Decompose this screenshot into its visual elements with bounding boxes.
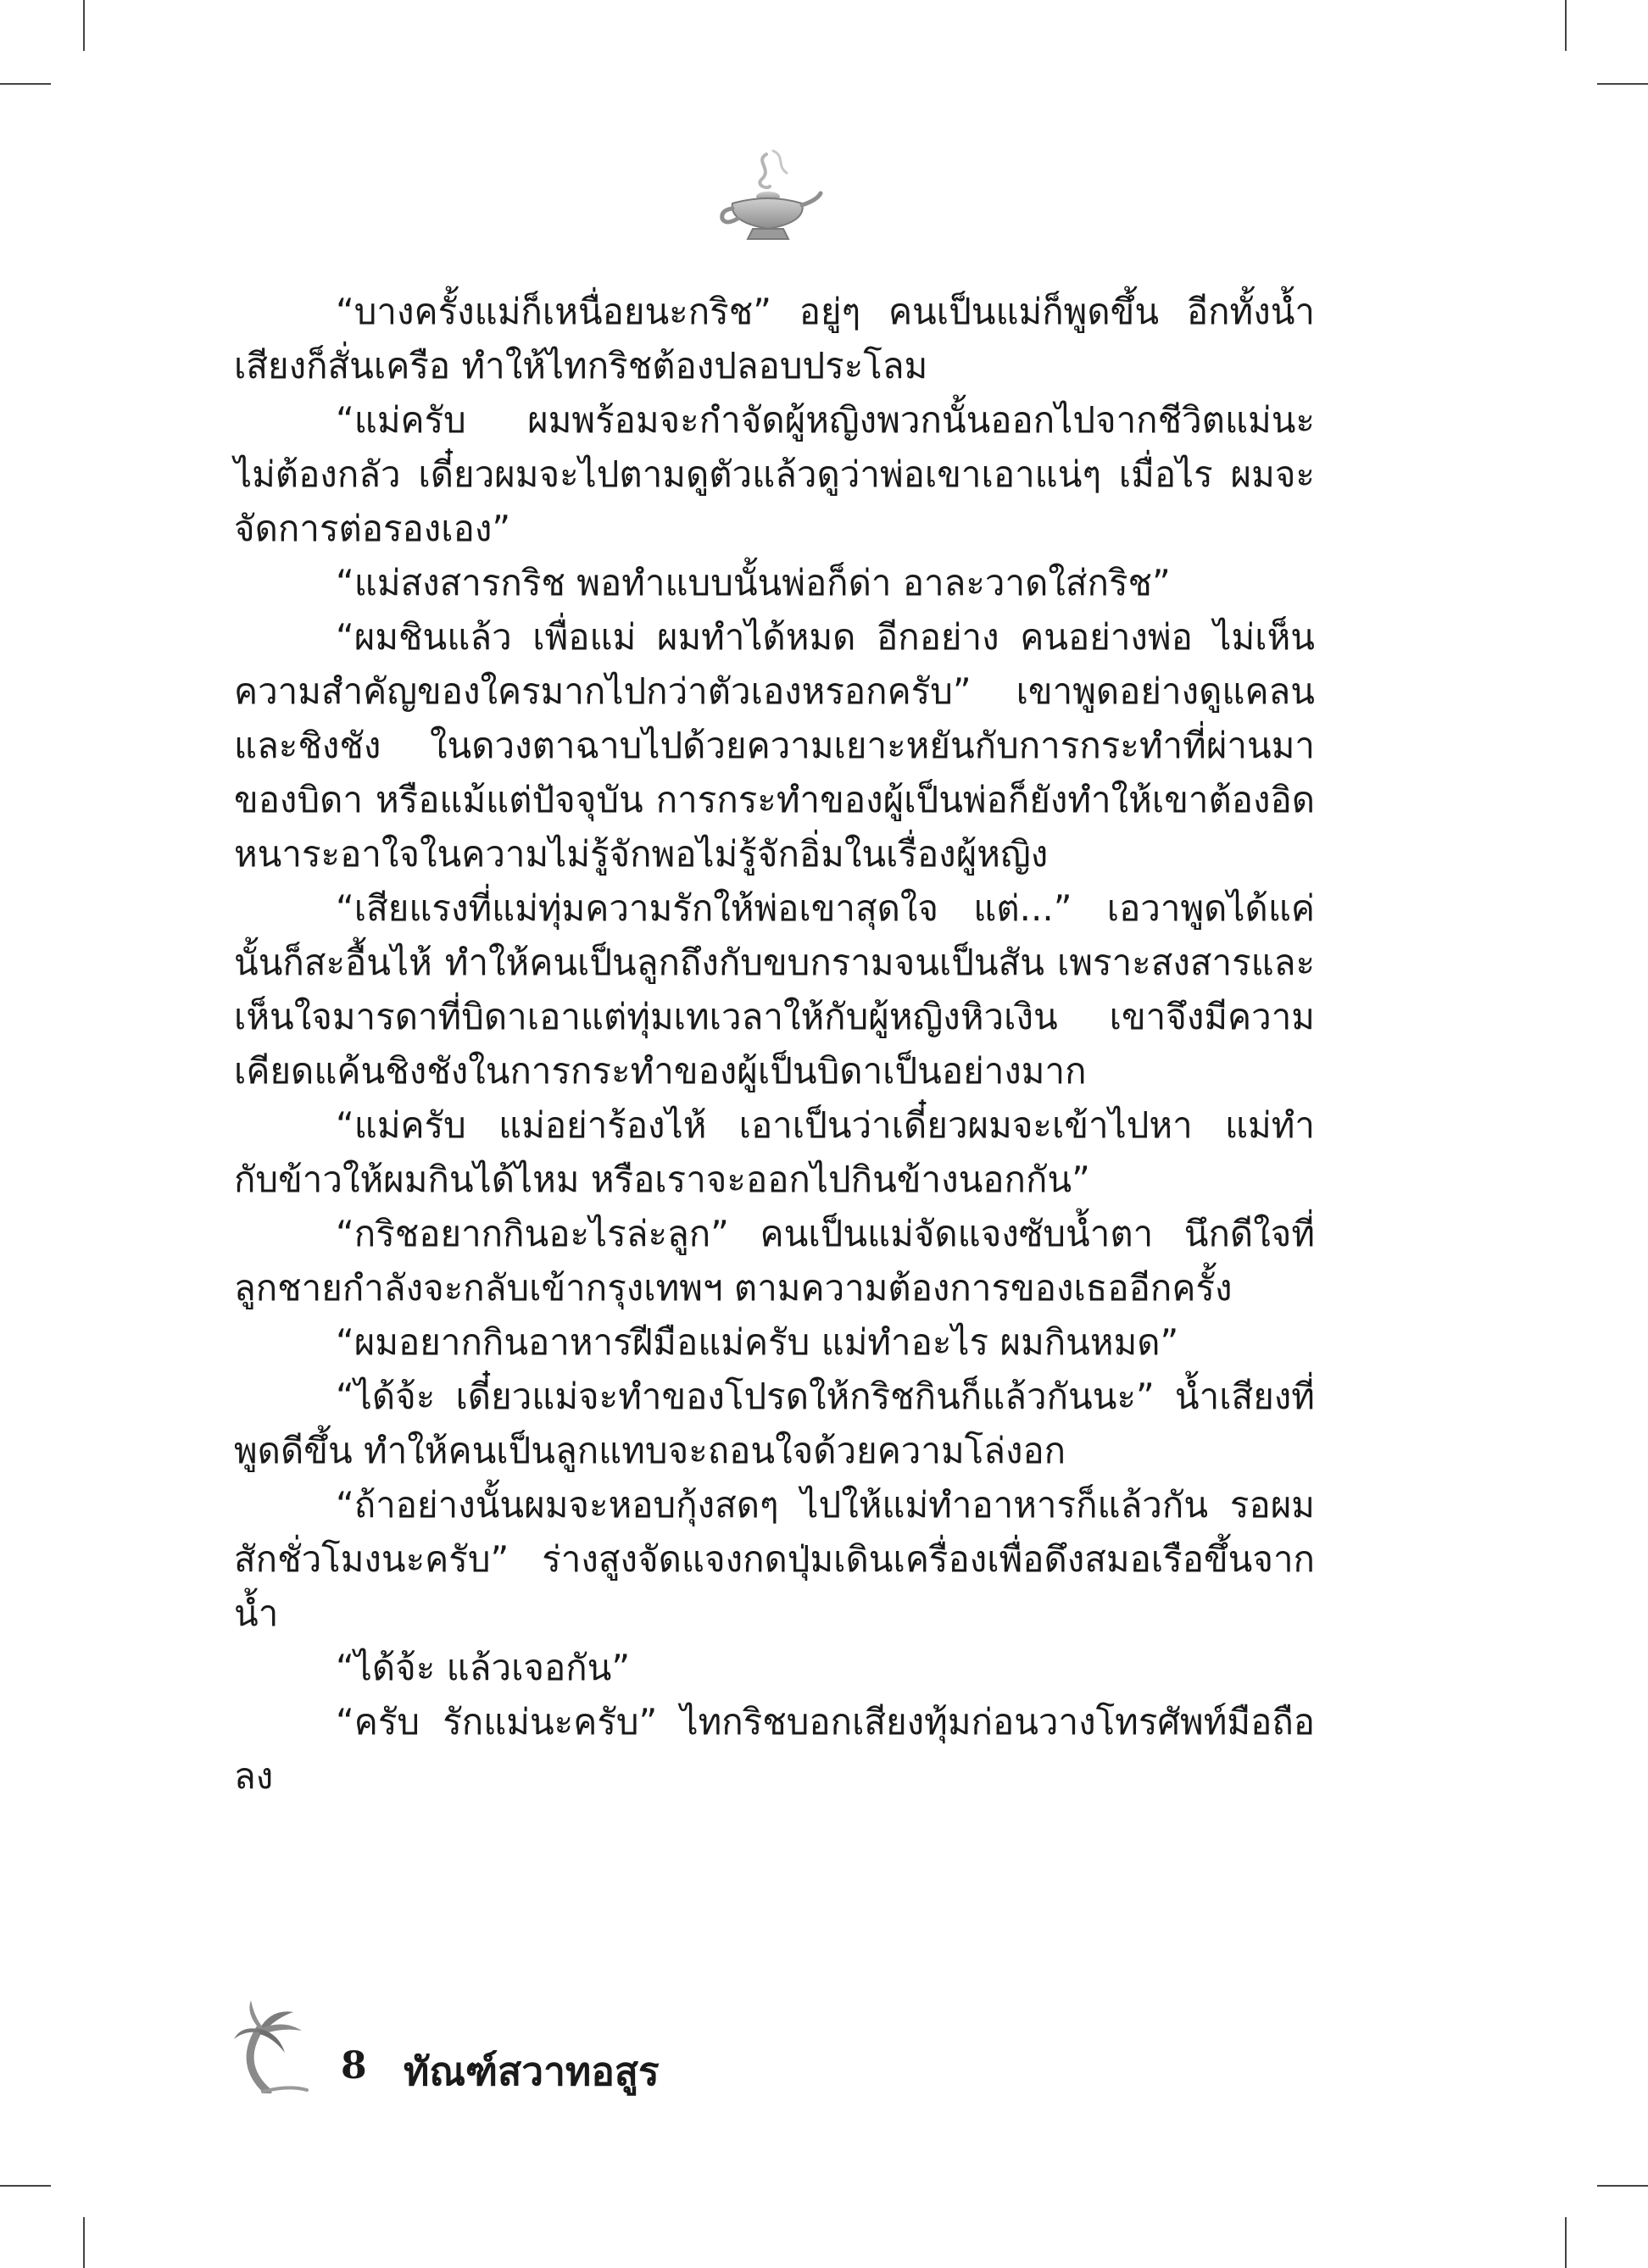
paragraph: “ครับ รักแม่นะครับ” ไทกริชบอกเสียงทุ้มก่อนวางโทรศัพท์มือถือลง [234, 1701, 1315, 1797]
crop-mark [0, 2185, 51, 2187]
paragraph: “กริชอยากกินอะไรล่ะลูก” คนเป็นแม่จัดแจงซับน้ำตา นึกดีใจที่ลูกชายกำลังจะกลับเข้ากรุงเทพฯ ตามความต้องการของเธออีกครั้ง [234, 1213, 1315, 1309]
paragraph: “บางครั้งแม่ก็เหนื่อยนะกริช” อยู่ๆ คนเป็นแม่ก็พูดขึ้น อีกทั้งน้ำเสียงก็สั่นเครือ ทำให้ไทกริชต้องปลอบประโลม [234, 291, 1315, 386]
magic-lamp-icon [714, 144, 824, 246]
body-text [234, 285, 1315, 1804]
page-footer [234, 2000, 997, 2102]
paragraph: “ได้จ้ะ แล้วเจอกัน” [336, 1647, 631, 1688]
palm-tree-icon [234, 2000, 327, 2093]
paragraph: “ผมอยากกินอาหารฝีมือแม่ครับ แม่ทำอะไร ผมกินหมด” [336, 1321, 1179, 1363]
crop-mark [1565, 0, 1567, 51]
crop-mark [1597, 2185, 1648, 2187]
paragraph: “ผมชินแล้ว เพื่อแม่ ผมทำได้หมด อีกอย่าง คนอย่างพ่อ ไม่เห็นความสำคัญของใครมากไปกว่าตัวเองหรอกครับ” เขาพูดอย่างดูแคลนและชิงชัง ในดวงตาฉาบไปด้วยความเยาะหยันกับการกระทำที่ผ่านมาของบิดา หรือแม้แต่ปัจจุบัน การกระทำของผู้เป็นพ่อก็ยังทำให้เขาต้องอิดหนาระอาใจในความไม่รู้จักพอไม่รู้จักอิ่มในเรื่องผู้หญิง [234, 616, 1315, 875]
crop-mark [1565, 2217, 1567, 2268]
paragraph: “แม่ครับ แม่อย่าร้องไห้ เอาเป็นว่าเดี๋ยวผมจะเข้าไปหา แม่ทำกับข้าวให้ผมกินได้ไหม หรือเราจะออกไปกินข้างนอกกัน” [234, 1104, 1315, 1200]
paragraph: “แม่สงสารกริช พอทำแบบนั้นพ่อก็ด่า อาละวาดใส่กริช” [336, 562, 1171, 603]
crop-mark [0, 83, 51, 85]
paragraph: “ถ้าอย่างนั้นผมจะหอบกุ้งสดๆ ไปให้แม่ทำอาหารก็แล้วกัน รอผมสักชั่วโมงนะครับ” ร่างสูงจัดแจงกดปุ่มเดินเครื่องเพื่อดึงสมอเรือขึ้นจากน้ำ [234, 1484, 1315, 1634]
crop-mark [1597, 83, 1648, 85]
paragraph: “แม่ครับ ผมพร้อมจะกำจัดผู้หญิงพวกนั้นออกไปจากชีวิตแม่นะ ไม่ต้องกลัว เดี๋ยวผมจะไปตามดูตัวแล้วดูว่าพ่อเขาเอาแน่ๆ เมื่อไร ผมจะจัดการต่อรองเอง” [234, 399, 1315, 549]
paragraph: “เสียแรงที่แม่ทุ่มความรักให้พ่อเขาสุดใจ แต่...” เอวาพูดได้แค่นั้นก็สะอื้นไห้ ทำให้คนเป็นลูกถึงกับขบกรามจนเป็นสัน เพราะสงสารและเห็นใจมารดาที่บิดาเอาแต่ทุ่มเทเวลาให้กับผู้หญิงหิวเงิน เขาจึงมีความเคียดแค้นชิงชังในการกระทำของผู้เป็นบิดาเป็นอย่างมาก [234, 887, 1315, 1092]
book-title: ทัณฑ์สวาทอสูร [404, 2048, 660, 2094]
page-number: 8 [341, 2044, 367, 2087]
crop-mark [83, 0, 85, 51]
paragraph: “ได้จ้ะ เดี๋ยวแม่จะทำของโปรดให้กริชกินก็แล้วกันนะ” น้ำเสียงที่พูดดีขึ้น ทำให้คนเป็นลูกแทบจะถอนใจด้วยความโล่งอก [234, 1376, 1315, 1471]
crop-mark [83, 2217, 85, 2268]
